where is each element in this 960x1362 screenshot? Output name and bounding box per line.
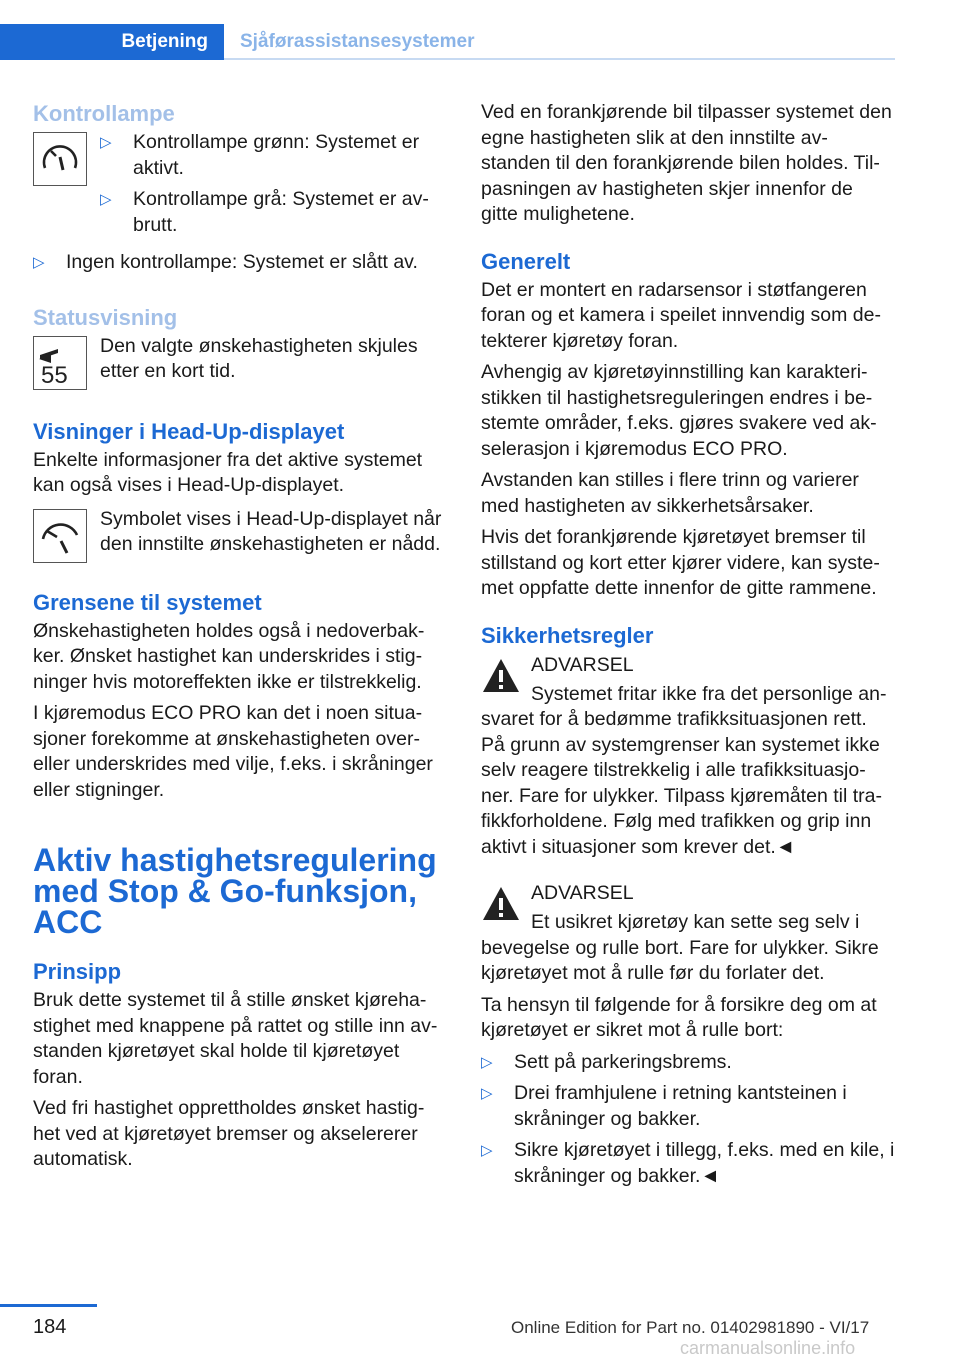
speed-display-icon <box>33 336 87 390</box>
sikkerhet-p-after: Ta hensyn til følgende for å forsikre deg om at kjøretøyet er sikret mot å rulle bort: <box>481 993 877 1041</box>
tab-underline <box>224 58 895 60</box>
grenser-p2: I kjøremodus ECO PRO kan det i noen situa-sjoner forekomme at ønskehastigheten over- eller underskrides med vilje, f.eks. i skråninger eller stigninger. <box>33 702 433 801</box>
list-item <box>481 1138 895 1189</box>
warning-triangle-icon <box>481 656 521 696</box>
bullet-triangle-icon: ▷ <box>33 254 45 271</box>
heading-grenser: Grensene til systemet <box>33 589 262 615</box>
grenser-p1: Ønskehastigheten holdes også i nedoverbak-ker. Ønsket hastighet kan underskrides i stig-ninger hvis motoreffekten ikke er tilstrekkelig. <box>33 619 425 693</box>
kontrollampe-row <box>33 130 443 244</box>
list-item-text: Drei framhjulene i retning kantsteinen i skråninger og bakker. <box>514 1082 847 1130</box>
list-item-text: Sikre kjøretøyet i tillegg, f.eks. med en kile, i skråninger og bakker.◄ <box>514 1139 895 1187</box>
list-item-text: Sett på parkeringsbrems. <box>514 1050 732 1073</box>
edition-text: Online Edition for Part no. 01402981890 - VI/17 <box>511 1318 870 1337</box>
hud-icon-row <box>33 507 443 563</box>
speed-number: 55 <box>41 361 68 387</box>
page-number: 184 <box>33 1316 67 1338</box>
generelt-p2: Avhengig av kjøretøyinnstilling kan karakteri-stikken til hastighetsreguleringen endres i be-stemte områder, f.eks. gjøres svakere ved ak-selerasjon i kjøremodus ECO PRO. <box>481 361 877 460</box>
warning-2-label: ADVARSEL <box>531 882 634 904</box>
bullet-triangle-icon: ▷ <box>481 1053 493 1071</box>
prinsipp-p1: Bruk dette systemet til å stille ønsket kjøreha-stighet med knappene på rattet og stille inn av-standen kjøretøyet skal holde til kjøretøyet foran. <box>33 989 438 1088</box>
list-item <box>481 1081 895 1132</box>
right-column <box>481 100 895 1195</box>
speedometer-icon <box>33 132 87 186</box>
bullet-triangle-icon: ▷ <box>481 1085 493 1102</box>
heading-acc: Aktiv hastighetsregulering med Stop & Go-funksjon, ACC <box>33 842 437 940</box>
heading-hud: Visninger i Head-Up-displayet <box>33 418 345 444</box>
footer-accent-line <box>0 1304 97 1307</box>
list-item <box>100 130 443 181</box>
generelt-p4: Hvis det forankjørende kjøretøyet bremser til stillstand og kort etter kjører videre, kan syste-met oppfatte dette innenfor de gitte rammene. <box>481 526 880 599</box>
warning-triangle-icon <box>481 884 521 924</box>
right-intro: Ved en forankjørende bil tilpasser systemet den egne hastigheten slik at den innstilte av-standen til den forankjørende bilen holdes. Til-pasningen av hastigheten skjer innenfor de gitte mulighetene. <box>481 101 892 225</box>
list-item <box>100 187 443 238</box>
prinsipp-p2: Ved fri hastighet opprettholdes ønsket hastig-het ved at kjøretøyet bremser og akselererer automatisk. <box>33 1097 425 1170</box>
generelt-p1: Det er montert en radarsensor i støtfangeren foran og et kamera i speilet innvendig som de-tekterer kjøretøy foran. <box>481 278 881 352</box>
generelt-p3: Avstanden kan stilles i flere trinn og varierer med hastigheten av sikkerhetsårsaker. <box>481 469 859 517</box>
tab-sjaforassistansesystemer[interactable]: Sjåførassistansesystemer <box>240 31 475 52</box>
warning-1-label: ADVARSEL <box>531 653 634 676</box>
list-item-text: Kontrollampe grønn: Systemet er aktivt. <box>133 131 420 179</box>
heading-kontrollampe: Kontrollampe <box>33 101 175 126</box>
list-item-text: Kontrollampe grå: Systemet er av-brutt. <box>133 188 429 236</box>
bullet-triangle-icon: ▷ <box>100 191 112 208</box>
warning-2-text: Et usikret kjøretøy kan sette seg selv i bevegelse og rulle bort. Fare for ulykker. Sikre kjøretøyet mot å rulle før du forlater det. <box>481 911 879 984</box>
hud-speed-icon <box>33 509 87 563</box>
list-item <box>481 1050 895 1076</box>
header-tab-bar <box>0 24 895 62</box>
statusvisning-text: Den valgte ønskehastigheten skjules etter en kort tid. <box>100 334 418 382</box>
heading-sikkerhetsregler: Sikkerhetsregler <box>481 622 654 648</box>
list-item-text: Ingen kontrollampe: Systemet er slått av. <box>66 251 418 273</box>
bullet-triangle-icon: ▷ <box>100 134 112 151</box>
hud-icon-text: Symbolet vises i Head-Up-displayet når den innstilte ønskehastigheten er nådd. <box>100 507 442 555</box>
warning-1-text: Systemet fritar ikke fra det personlige an-svaret for å bedømme trafikksituasjonen rett. På grunn av systemgrenser kan systemet ikke selv reagere tilstrekkelig i alle trafikksituasjo-ner. Fare for ulykker. Tilpass kjøremåten til tra-fikkforholdene. Følg med trafikken og grip inn aktivt i situasjoner som krever det.◄ <box>481 682 887 858</box>
heading-prinsipp: Prinsipp <box>33 959 122 984</box>
statusvisning-row <box>33 334 443 390</box>
tab-betjening[interactable]: Betjening <box>0 24 224 60</box>
heading-statusvisning: Statusvisning <box>33 304 178 330</box>
list-item <box>33 250 443 276</box>
bullet-triangle-icon: ▷ <box>481 1142 493 1159</box>
left-column <box>33 100 443 1179</box>
heading-generelt: Generelt <box>481 248 571 274</box>
watermark: carmanualsonline.info <box>680 1338 856 1358</box>
hud-text: Enkelte informasjoner fra det aktive systemet kan også vises i Head-Up-displayet. <box>33 448 423 496</box>
